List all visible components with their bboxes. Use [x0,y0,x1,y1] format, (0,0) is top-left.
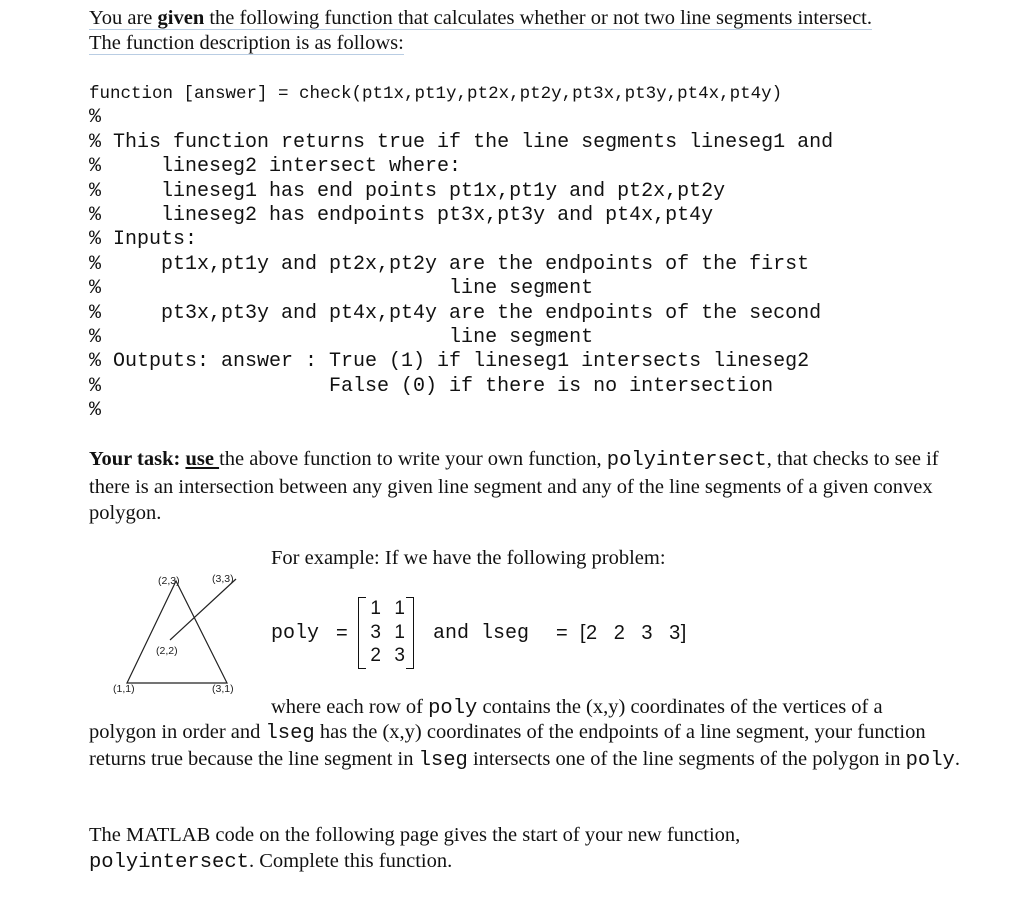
label-2-2: (2,2) [156,645,178,657]
code-line: % line segment [89,277,594,301]
triangle-polygon [127,581,227,683]
code-line: % This function returns true if the line segments lineseg1 and [89,130,834,154]
intro-paragraph [89,6,989,56]
code-line: % Outputs: answer : True (1) if lineseg1 intersects lineseg2 [89,350,810,374]
where-paragraph: polygon in order and lseg has the (x,y) coordinates of the endpoints of a line segment, your function returns true because the line segment in lseg intersects one of the line segments of the polygon in poly. [89,721,960,772]
equals-sign: = [336,622,348,644]
label-2-3: (2,3) [158,575,180,587]
matrix-row: 2 3 [370,645,405,666]
final-paragraph: The MATLAB code on the following page gives the start of your new function, polyintersect. Complete this function. [89,824,741,874]
right-bracket [406,597,414,669]
code-line: % lineseg2 has endpoints pt3x,pt3y and pt4x,pt4y [89,203,714,227]
and-lseg-label: and lseg [433,622,530,645]
code-line: % lineseg2 intersect where: [89,155,462,179]
code-line: % lineseg1 has end points pt1x,pt1y and pt2x,pt2y [89,179,726,203]
poly-matrix [358,597,414,669]
lseg-vector: [2 2 3 3] [580,622,687,644]
equals-sign: = [556,622,568,644]
intro-line-2: The function description is as follows: [89,32,404,54]
code-line: % Inputs: [89,228,198,252]
fn-name: polyintersect [89,851,249,874]
code-line: % [89,106,102,130]
intro-line-1: You are given the following function that calculates whether or not two line segments intersect. [89,7,873,29]
task-paragraph: Your task: use the above function to write your own function, polyintersect, that checks to see if there is an intersection between any given line segment and any of the line segments of a given convex polygon. [89,448,939,524]
polygon-diagram [100,565,260,700]
example-lead: For example: If we have the following problem: [271,547,666,569]
code-line: % pt3x,pt3y and pt4x,pt4y are the endpoints of the second [89,301,822,325]
label-1-1: (1,1) [113,683,135,695]
label-3-3: (3,3) [212,573,234,585]
poly-label: poly [271,622,320,645]
code-line: % pt1x,pt1y and pt2x,pt2y are the endpoints of the first [89,252,810,276]
function-code-block [89,82,833,423]
code-line: % line segment [89,325,594,349]
code-line: % False (0) if there is no intersection [89,374,774,398]
matrix-row: 1 1 [370,598,405,619]
matrix-table [365,597,405,668]
code-line: function [answer] = check(pt1x,pt1y,pt2x,pt2y,pt3x,pt3y,pt4x,pt4y) [89,84,783,104]
fn-name: polyintersect [606,449,767,472]
label-3-1: (3,1) [212,683,234,695]
where-line-1: where each row of poly contains the (x,y) coordinates of the vertices of a [271,696,883,720]
code-line: % [89,399,102,423]
matrix-row: 3 1 [370,621,405,643]
